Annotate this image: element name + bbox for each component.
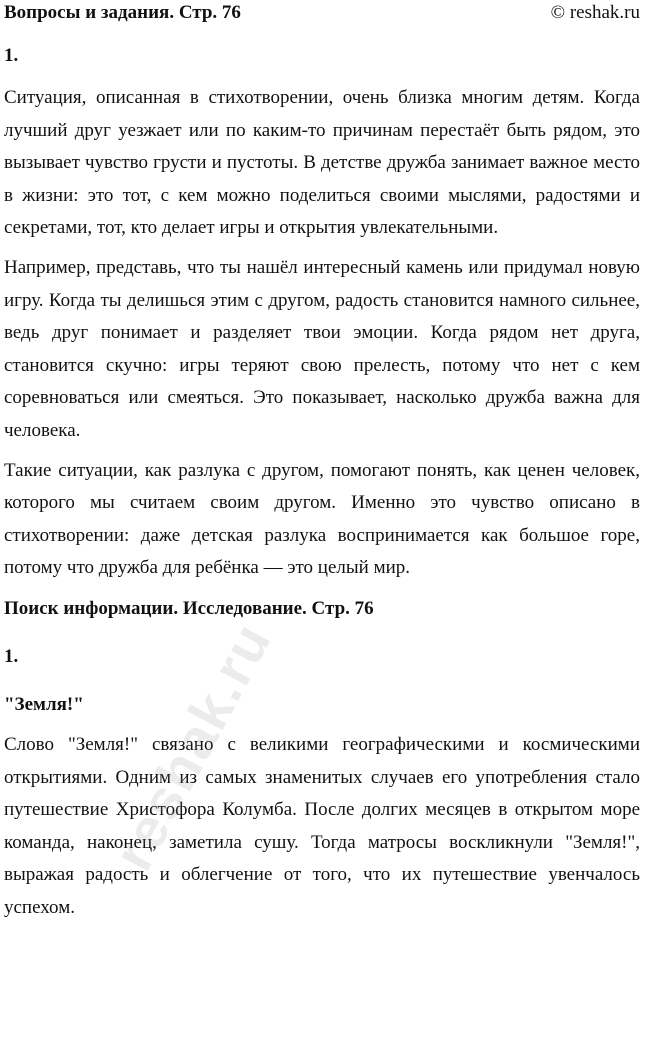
question-number-research-1: 1.	[4, 645, 19, 667]
diagonal-watermark: reshak.ru	[100, 611, 284, 881]
answer-paragraph-2: Например, представь, что ты нашёл интересный камень или придумал новую игру. Когда ты делишься этим с другом, радость становится намного сильнее, ведь друг понимает и разделяет твои эмоции. Когда рядом нет друга, становится скучно: игры теряют свою прелесть, потому что нет с кем соревноваться или смеяться. Это показывает, насколько дружба важна для человека.	[4, 256, 640, 441]
section-title-research: Поиск информации. Исследование. Стр. 76	[4, 597, 374, 619]
answer-paragraph-1: Ситуация, описанная в стихотворении, очень близка многим детям. Когда лучший друг уезжает или по каким-то причинам перестаёт быть рядом, это вызывает чувство грусти и пустоты. В детстве дружба занимает важное место в жизни: это тот, с кем можно поделиться своими мыслями, радостями и секретами, тот, кто делает игры и открытия увлекательными.	[4, 87, 640, 239]
research-subtitle: "Земля!"	[4, 693, 84, 715]
research-paragraph-1: Слово "Земля!" связано с великими географическими и космическими открытиями. Одним из самых знаменитых случаев его употребления стало путешествие Христофора Колумба. После долгих месяцев в открытом море команда, наконец, заметила сушу. Тогда матросы воскликнули "Земля!", выражая радость и облегчение от того, что их путешествие увенчалось успехом.	[4, 733, 640, 918]
answer-paragraph-3: Такие ситуации, как разлука с другом, помогают понять, как ценен человек, которого мы считаем своим другом. Именно это чувство описано в стихотворении: даже детская разлука воспринимается как большое горе, потому что дружба для ребёнка — это целый мир.	[4, 459, 640, 579]
page-title: Вопросы и задания. Стр. 76	[4, 2, 241, 23]
page	[4, 0, 640, 924]
question-number-1: 1.	[4, 45, 19, 66]
page-header	[4, 0, 640, 36]
site-watermark: © reshak.ru	[550, 2, 640, 23]
